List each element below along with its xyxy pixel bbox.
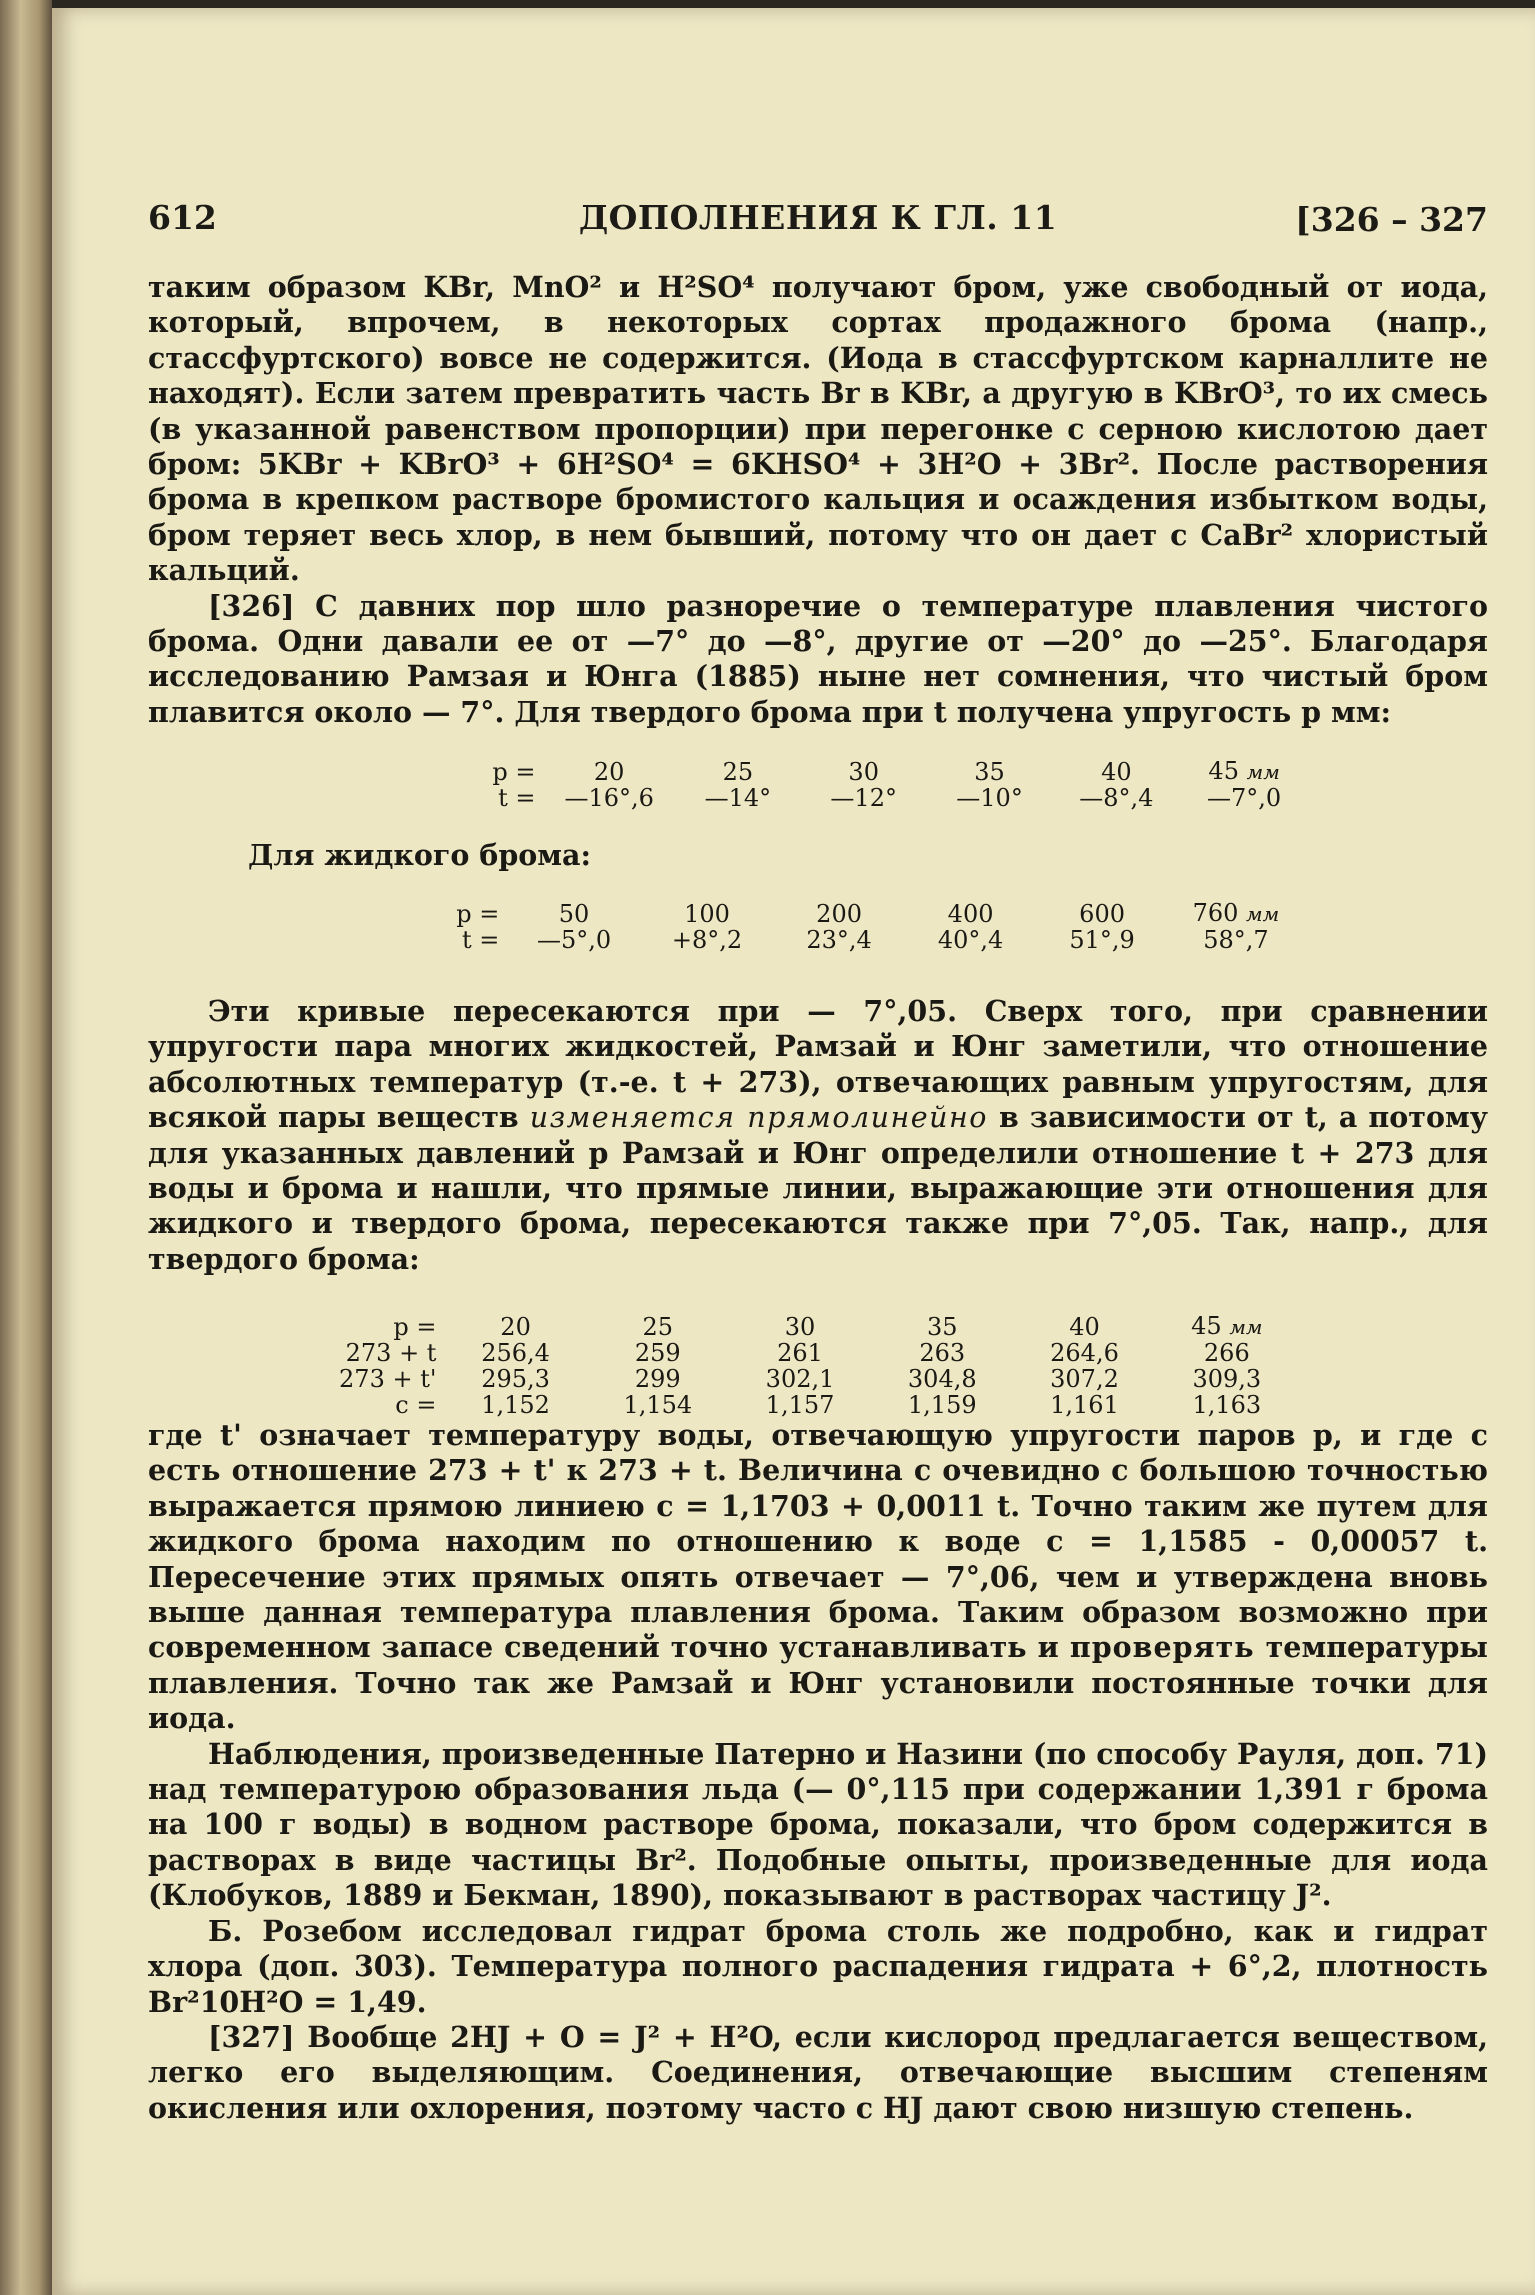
table-cell: 302,1 [765, 1365, 835, 1393]
table-row [404, 900, 1304, 927]
paragraph-326-intro: [326] С давних пор шло разноречие о температуре плавления чистого брома. Одни давали ее от —7° до —8°, другие от —20° до —25°. Благодаря исследованию Рамзая и Юнга (1885) ныне нет сомнения, что чистый бром плавится около — 7°. Для твердого брома при t получена упругость p мм: [148, 588, 1488, 729]
table-cell: 23°,4 [806, 926, 872, 954]
table-cell: 264,6 [1050, 1339, 1119, 1367]
table-cell: 50 [558, 899, 590, 928]
paragraph-327: [327] Вообще 2HJ + O = J² + H²O, если кислород предлагается веществом, легко его выделяющим. Соединения, отвечающие высшим степеням окисления или охлорения, поэтому часто с HJ дают свою низшую степень. [148, 2019, 1488, 2125]
table-cell: 1,154 [623, 1391, 693, 1419]
liquid-bromine-caption: Для жидкого брома: [248, 838, 592, 872]
table-row [298, 1313, 1298, 1340]
table-cell: 25 [642, 1312, 674, 1341]
table-row [298, 1392, 1298, 1418]
unit-label: мм [1229, 1315, 1263, 1339]
table-row [438, 785, 1308, 811]
section-range: [326 – 327 [1295, 200, 1488, 239]
table-cell: 1,163 [1192, 1391, 1262, 1419]
text-run: где t' означает температуру воды, отвечающую упругости паров p, и где c есть отношение 273 + t' к 273 + t. Величина c очевидно с большою точностью выражается прямою линиею c = 1,1703 + 0,0011 t. Точно таким же путем для жидкого брома находим по отношению к воде c = 1,1585 - 0,00057 t. Пересечение этих прямых опять отвечает — 7°,06, чем и утверждена вновь выше данная температура плавления брома. Таким образом возможно при современном запасе сведений точно устанавливать и [148, 1418, 1488, 1665]
paragraph-block-middle [148, 994, 1488, 1277]
text-run: температуры плавления. Точно так же Рамзай и Юнг установили постоянные точки для иода. [148, 1630, 1488, 1736]
table-cell: 25 [722, 757, 754, 786]
table-cell: 40°,4 [937, 926, 1004, 954]
table-cell: 35 [927, 1312, 958, 1341]
table-cell: 299 [634, 1365, 681, 1393]
table-cell-last [1168, 900, 1304, 927]
table-cell: 45 [1191, 1312, 1222, 1340]
table-cell: 1,157 [765, 1391, 835, 1419]
paragraph-block-bottom [148, 1418, 1488, 2126]
table-cell: 30 [848, 757, 879, 786]
body-text [148, 270, 1488, 2125]
table-cell: 760 [1192, 899, 1239, 927]
table-cell: 45 [1208, 757, 1239, 785]
table-row [404, 927, 1304, 953]
table-cell: 58°,7 [1203, 926, 1269, 954]
emphasized-text: изменяется прямолинейно [529, 1101, 988, 1135]
table-cell: 200 [816, 899, 862, 928]
paragraph-paterno-nasini: Наблюдения, произведенные Патерно и Назини (по способу Рауля, доп. 71) над температурою образования льда (— 0°,115 при содержании 1,391 г брома на 100 г воды) в водном растворе брома, показали, что бром содержится в растворах в виде частицы Br². Подобные опыты, произведенные для иода (Клобуков, 1889 и Бекман, 1890), показывают в растворах частицу J². [148, 1736, 1488, 1913]
table-cell: 51°,9 [1069, 926, 1135, 954]
table-cell: 263 [919, 1339, 966, 1367]
unit-label: мм [1246, 902, 1280, 926]
text-run: Эти кривые пересекаются при — 7°,05. Сверх того, при сравнении упругости пара многих жидкостей, Рамзай и Юнг заметили, что отношение абсолютных температур (т.-е. t + 273), отвечающих равным упругостям, для всякой пары веществ [148, 994, 1488, 1135]
table-cell: 304,8 [907, 1365, 977, 1393]
table-cell: 600 [1079, 899, 1125, 928]
p-label: p = [456, 899, 500, 928]
table-cell: 20 [500, 1312, 531, 1341]
table-cell: —7°,0 [1207, 784, 1282, 812]
table-row [438, 758, 1308, 785]
table-cell: 295,3 [481, 1365, 550, 1393]
page-header [148, 198, 1488, 252]
table-cell: —12° [830, 784, 897, 812]
page-number: 612 [148, 198, 217, 237]
table-cell-last [1180, 758, 1308, 785]
table-cell: 35 [974, 757, 1005, 786]
table-row [298, 1366, 1298, 1392]
unit-label: мм [1246, 760, 1280, 784]
page [52, 8, 1535, 2295]
solid-bromine-table [438, 758, 1308, 811]
table-cell: —8°,4 [1079, 784, 1154, 812]
running-title: ДОПОЛНЕНИЯ К ГЛ. 11 [578, 198, 1058, 237]
table-cell: 256,4 [481, 1339, 550, 1367]
ratio-table [298, 1313, 1298, 1418]
table-cell: 40 [1101, 757, 1132, 786]
table-cell: 1,161 [1050, 1391, 1119, 1419]
table-cell: 261 [777, 1339, 823, 1367]
table-cell: 307,2 [1050, 1365, 1119, 1393]
liquid-bromine-table [404, 900, 1304, 953]
table-cell: —16°,6 [564, 784, 654, 812]
table-cell: +8°,2 [671, 926, 743, 954]
strong-text: проверять [1069, 1630, 1255, 1665]
table-cell: 259 [634, 1339, 681, 1367]
table-cell: —14° [704, 784, 772, 812]
t-label: t = [498, 784, 536, 812]
table-cell: —5°,0 [536, 926, 612, 954]
table-cell: 40 [1069, 1312, 1100, 1341]
table-cell: 30 [784, 1312, 816, 1341]
row-label: 273 + t [345, 1339, 437, 1367]
table-cell: 100 [684, 899, 730, 928]
table-cell: 20 [593, 757, 625, 786]
paragraph-bromine-purification: таким образом KBr, MnO² и H²SO⁴ получают бром, уже свободный от иода, который, впрочем, в некоторых сортах продажного брома (напр., стассфуртского) вовсе не содержится. (Иода в стассфуртском карналлите не находят). Если затем превратить часть Br в KBr, а другую в KBrO³, то их смесь (в указанной равенством пропорции) при перегонке с серною кислотою дает бром: 5KBr + KBrO³ + 6H²SO⁴ = 6KHSO⁴ + 3H²O + 3Br². После растворения брома в крепком растворе бромистого кальция и осаждения избытком воды, бром теряет весь хлор, в нем бывший, потому что он дает с CaBr² хлористый кальций. [148, 270, 1488, 588]
table-cell: 309,3 [1192, 1365, 1262, 1393]
paragraph-ratio-analysis [148, 1418, 1488, 1737]
table-row [298, 1340, 1298, 1366]
table-cell: —10° [956, 784, 1023, 812]
text-run: в зависимости от t, а потому для указанных давлений p Рамзай и Юнг определили отношение t + 273 для воды и брома и нашли, что прямые линии, выражающие эти отношения для жидкого и твердого брома, пересекаются также при 7°,05. Так, напр., для твердого брома: [148, 1100, 1488, 1276]
table-cell-last [1156, 1313, 1298, 1340]
row-label: c = [395, 1391, 437, 1419]
table-cell: 266 [1203, 1339, 1250, 1367]
p-label: p = [492, 757, 536, 786]
row-label: p = [393, 1312, 437, 1341]
paragraph-roozeboom: Б. Розебом исследовал гидрат брома столь же подробно, как и гидрат хлора (доп. 303). Температура полного распадения гидрата + 6°,2, плотность Br²10H²O = 1,49. [148, 1913, 1488, 2019]
row-label: 273 + t' [339, 1365, 437, 1393]
left-page-edge [0, 0, 52, 2295]
table-cell: 1,152 [481, 1391, 550, 1419]
paragraph-ramsay-young [148, 994, 1488, 1277]
table-cell: 1,159 [907, 1391, 977, 1419]
table-cell: 400 [947, 899, 994, 928]
t-label: t = [461, 926, 500, 954]
